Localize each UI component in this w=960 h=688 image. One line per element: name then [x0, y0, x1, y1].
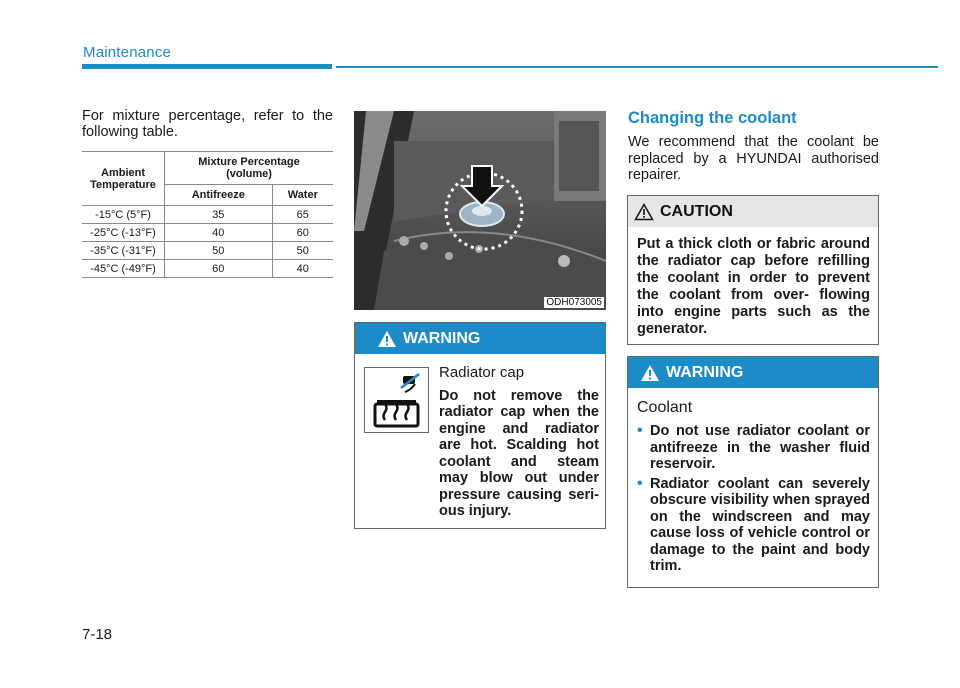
col-antifreeze: Antifreeze [165, 185, 273, 206]
warning-header [628, 357, 878, 388]
cell-antifreeze: 35 [165, 206, 273, 224]
warning-header [355, 323, 605, 354]
cell-antifreeze: 50 [165, 242, 273, 260]
warning-subheading: Coolant [637, 399, 693, 416]
warning-triangle-icon [377, 330, 397, 348]
cell-temperature: -15°C (5°F) [82, 206, 165, 224]
radiator-cap-photo [354, 111, 606, 310]
table-row [82, 206, 333, 224]
table-row [82, 224, 333, 242]
cell-water: 60 [272, 224, 333, 242]
header-rule-thin [336, 66, 938, 68]
cell-temperature: -25°C (-13°F) [82, 224, 165, 242]
list-item: • Do not use radiator coolant or antifreeze in the washer fluid reservoir. [637, 422, 870, 472]
cell-temperature: -45°C (-49°F) [82, 260, 165, 278]
warning-heading: WARNING [403, 329, 481, 347]
table-row [82, 260, 333, 278]
warning-subheading: Radiator cap [439, 364, 525, 381]
cell-water: 40 [272, 260, 333, 278]
header-rule-thick [82, 64, 332, 69]
cell-antifreeze: 60 [165, 260, 273, 278]
cell-water: 65 [272, 206, 333, 224]
warning-triangle-icon [640, 364, 660, 382]
col-water: Water [272, 185, 333, 206]
col-mixture-percentage: Mixture Percentage (volume) [165, 152, 334, 185]
col-ambient-temperature: Ambient Temperature [82, 152, 165, 206]
caution-box [627, 195, 879, 345]
section-title: Maintenance [83, 44, 172, 61]
mixture-table [82, 151, 333, 278]
hot-radiator-no-open-icon [364, 367, 429, 433]
warning-heading: WARNING [666, 363, 744, 381]
caution-body: Put a thick cloth or fabric around the radiator cap before refilling the coolant in order to prevent the coolant from over- flowing into engine parts such as the generator. [637, 236, 870, 337]
page-number: 7-18 [82, 626, 113, 643]
warning-radiator-cap [354, 322, 606, 529]
intro-text: For mixture percentage, refer to the following table. [82, 108, 333, 140]
list-item: • Radiator coolant can severely obscure visibility when sprayed on the windscreen and may cause loss of vehicle control or damage to the paint and body trim. [637, 474, 870, 574]
cell-temperature: -35°C (-31°F) [82, 242, 165, 260]
warning-radiator-text [439, 365, 599, 520]
caution-heading: CAUTION [660, 202, 733, 220]
caution-header [628, 196, 878, 227]
warning-body: Do not remove the radiator cap when the engine and radiator are hot. Scalding hot coolant and steam may blow out under pressure causing seri- ous injury. [439, 387, 599, 519]
cell-antifreeze: 40 [165, 224, 273, 242]
warning-coolant [627, 356, 879, 588]
changing-coolant-body: We recommend that the coolant be replaced by a HYUNDAI authorised repairer. [628, 134, 879, 183]
table-row [82, 242, 333, 260]
caution-triangle-icon [634, 203, 654, 221]
cell-water: 50 [272, 242, 333, 260]
changing-coolant-title: Changing the coolant [628, 109, 797, 127]
photo-code: ODH073005 [546, 297, 602, 308]
bullet-icon: • [637, 474, 643, 492]
bullet-icon: • [637, 422, 643, 439]
warning-bullets [637, 423, 870, 578]
